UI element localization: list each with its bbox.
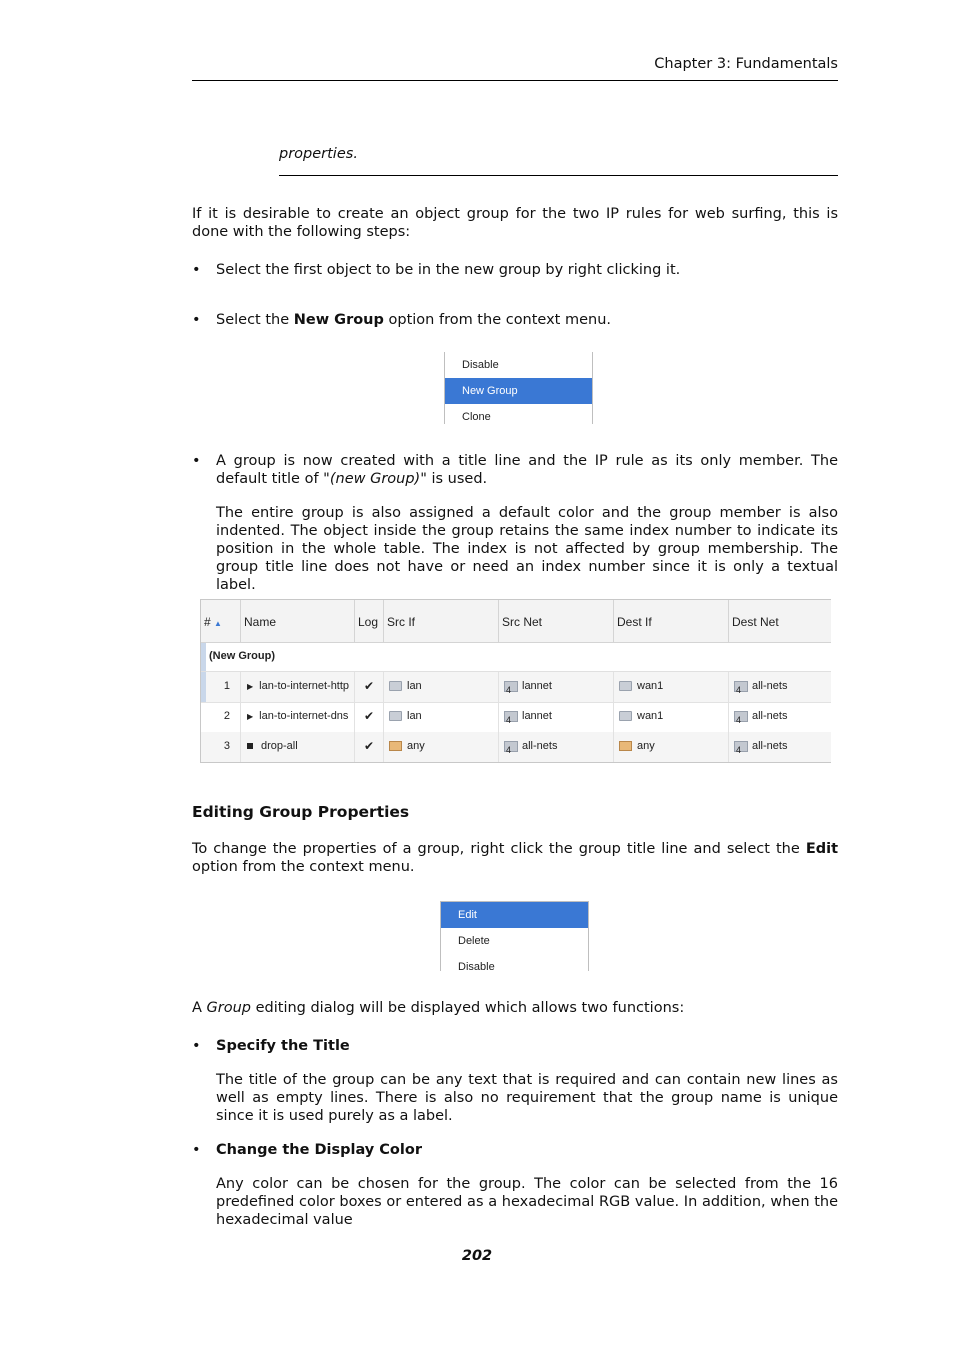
dialog-paragraph: A Group editing dialog will be displayed which allows two functions: [192,1000,685,1016]
play-icon: ▶ [247,712,254,721]
cell-src-net: 4 all-nets [499,732,614,762]
column-header-log[interactable]: Log [355,600,384,642]
running-header: Chapter 3: Fundamentals [654,56,838,72]
cell-dest-if: any [614,732,729,762]
function-2-body: Any color can be chosen for the group. The color can be selected from the 16 predefined color boxes or entered as a hexadecimal RGB value. In addition, when the hexadecimal value [216,1176,838,1228]
column-header-dest-if[interactable]: Dest If [614,600,729,642]
step-3-detail: The entire group is also assigned a default color and the group member is also indented. The object inside the group retains the same index number to indicate its position in the whole table. The index is not affected by group membership. The group title line does not have or need an index number since it is only a textual label. [216,505,838,593]
column-header-index[interactable]: # ▲ [201,600,241,642]
any-interface-icon [619,741,632,751]
menu-item-edit[interactable]: Edit [441,902,588,928]
interface-icon [389,711,402,721]
check-icon: ✔ [363,739,375,753]
bullet-dot: • [192,262,201,278]
step-3-text: A group is now created with a title line and the IP rule as its only member. The default title of "(new Group)" is used. [216,453,838,487]
network-icon: 4 [734,711,748,722]
note-rule [279,175,838,176]
sort-ascending-icon: ▲ [214,619,222,628]
context-menu-new-group [444,352,593,424]
cell-src-if: lan [384,702,499,732]
cell-index: 1 [201,672,241,702]
cell-src-if: any [384,732,499,762]
menu-item-new-group[interactable]: New Group [445,378,592,404]
cell-log [355,732,384,762]
group-title-row[interactable] [201,643,831,672]
header-rule [192,80,838,81]
cell-dest-if: wan1 [614,672,729,702]
note-text-tail: properties. [279,146,358,162]
interface-icon [619,711,632,721]
table-row[interactable] [201,672,831,703]
cell-src-if: lan [384,672,499,702]
group-title: (New Group) [209,650,275,662]
column-header-name[interactable]: Name [241,600,355,642]
section-heading: Editing Group Properties [192,803,410,821]
function-1-body: The title of the group can be any text that is required and can contain new lines as well as empty lines. There is also no requirement that the group name is unique since it is used purely as a label. [216,1072,838,1124]
cell-log [355,702,384,732]
menu-item-delete[interactable]: Delete [458,935,490,947]
play-icon: ▶ [247,682,254,691]
ip-rules-table [200,599,831,763]
cell-src-net: 4 lannet [499,702,614,732]
table-row[interactable] [201,732,831,763]
edit-paragraph: To change the properties of a group, right click the group title line and select the Edit option from the context menu. [192,841,838,875]
network-icon: 4 [734,681,748,692]
cell-name: ▶ lan-to-internet-http [241,672,355,702]
cell-name: drop-all [241,732,355,762]
menu-item-disable[interactable]: Disable [458,961,495,970]
bullet-dot: • [192,453,201,469]
network-icon: 4 [504,711,518,722]
menu-item-clone[interactable]: Clone [462,411,491,423]
step-1-text: Select the first object to be in the new group by right clicking it. [216,262,681,278]
interface-icon [619,681,632,691]
page-number: 202 [461,1248,493,1264]
cell-dest-net: 4 all-nets [736,680,788,695]
interface-icon [389,681,402,691]
bullet-dot: • [192,1142,201,1158]
function-2-title: Change the Display Color [216,1142,422,1158]
intro-paragraph: If it is desirable to create an object group for the two IP rules for web surfing, this is done with the following steps: [192,206,838,240]
check-icon: ✔ [363,709,375,723]
column-header-src-if[interactable]: Src If [384,600,499,642]
group-color-bar [201,643,206,671]
table-row[interactable] [201,702,831,733]
cell-dest-net: 4 all-nets [736,710,788,725]
step-2-text: Select the New Group option from the context menu. [216,312,612,328]
cell-index: 3 [201,732,241,762]
cell-dest-net: 4 all-nets [736,740,788,755]
column-header-src-net[interactable]: Src Net [499,600,614,642]
table-header [201,600,831,643]
cell-src-net: 4 lannet [499,672,614,702]
any-interface-icon [389,741,402,751]
cell-dest-if: wan1 [614,702,729,732]
cell-log [355,672,384,702]
function-1-title: Specify the Title [216,1038,350,1054]
check-icon: ✔ [363,679,375,693]
stop-icon [247,743,253,749]
cell-name: ▶ lan-to-internet-dns [241,702,355,732]
bullet-dot: • [192,312,201,328]
network-icon: 4 [504,741,518,752]
bullet-dot: • [192,1038,201,1054]
network-icon: 4 [504,681,518,692]
column-header-dest-net[interactable]: Dest Net [732,615,779,629]
network-icon: 4 [734,741,748,752]
context-menu-edit [440,901,589,971]
menu-item-disable[interactable]: Disable [462,359,499,371]
cell-index: 2 [201,702,241,732]
